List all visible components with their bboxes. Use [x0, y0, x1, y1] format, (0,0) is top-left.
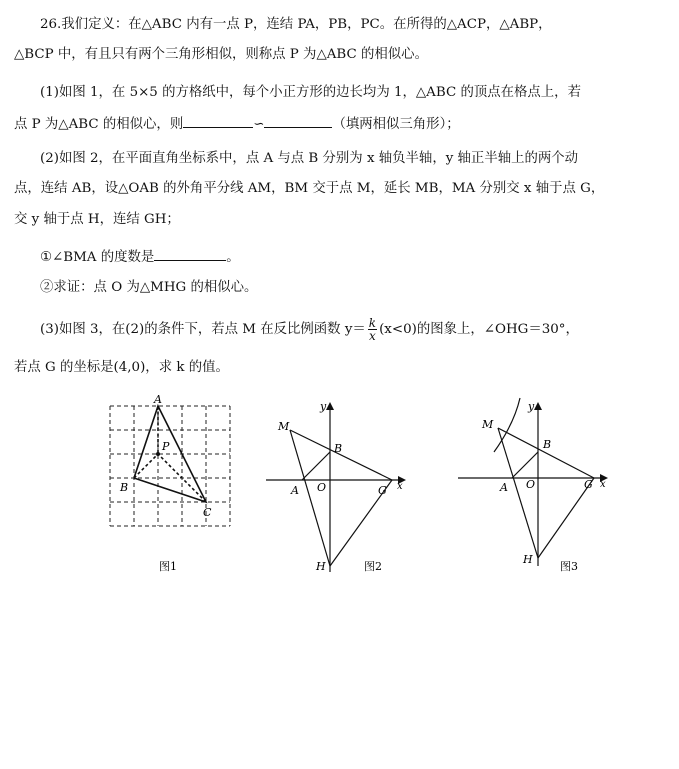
fig2-label-m: M [278, 420, 290, 433]
fig3-label-h: H [523, 553, 533, 566]
fig2-label-g: G [378, 484, 387, 497]
line4-text: 点 P 为△ABC 的相似心，则 [14, 117, 184, 132]
figure-3 [458, 398, 608, 573]
problem-line-9: ②求证：点 O 为△MHG 的相似心。 [40, 280, 258, 295]
fraction-denominator: x [369, 329, 376, 343]
fig2-label-a: A [291, 484, 299, 497]
fig2-y-arrow [326, 402, 334, 410]
problem-line-5: (2)如图 2，在平面直角坐标系中，点 A 与点 B 分别为 x 轴负半轴，y 轴正半轴上的两个动 [40, 151, 579, 166]
problem-line-6: 点，连结 AB，设△OAB 的外角平分线 AM，BM 交于点 M，延长 MB，MA 分别交 x 轴于点 G， [14, 181, 605, 196]
figure-2 [266, 400, 406, 573]
line10-text: (3)如图 3，在(2)的条件下，若点 M 在反比例函数 y＝ [40, 322, 366, 337]
line8-end: 。 [226, 250, 240, 265]
fig3-label-y: y [528, 400, 535, 413]
fig3-label-o: O [526, 478, 536, 491]
fig3-line-ab [512, 452, 538, 478]
fig1-label-p: P [162, 440, 170, 453]
problem-line-3: (1)如图 1，在 5×5 的方格纸中，每个小正方形的边长均为 1，△ABC 的顶点在格点上，若 [40, 85, 581, 100]
fig3-hyperbola-curve [494, 398, 520, 452]
fig3-y-arrow [534, 402, 542, 410]
fig3-label-g: G [584, 478, 593, 491]
fig3-caption: 图3 [560, 560, 578, 573]
fig2-label-h: H [316, 560, 326, 573]
similar-symbol: ∽ [253, 117, 265, 132]
fig2-line-mh [290, 430, 330, 566]
fig1-label-a: A [154, 393, 162, 406]
problem-line-1: 26.我们定义：在△ABC 内有一点 P，连结 PA，PB，PC。在所得的△ACP，△ABP， [40, 17, 552, 32]
figure-1 [110, 393, 230, 573]
point-p [156, 452, 160, 456]
fig3-label-b: B [543, 438, 552, 451]
fig2-label-b: B [334, 442, 343, 455]
fig2-line-mg [290, 430, 392, 480]
problem-line-11: 若点 G 的坐标是(4,0)，求 k 的值。 [14, 360, 229, 375]
fig1-caption: 图1 [159, 560, 177, 573]
line4-note: （填两相似三角形）； [332, 117, 460, 132]
line10-tail: (x<0)的图象上，∠OHG＝30°， [379, 322, 579, 337]
line8-text: ①∠BMA 的度数是 [40, 250, 155, 265]
fig2-label-o: O [317, 481, 327, 494]
fig2-caption: 图2 [364, 560, 382, 573]
fraction-numerator: k [368, 316, 377, 330]
fig3-label-m: M [482, 418, 494, 431]
fig1-label-b: B [120, 481, 129, 494]
fig1-label-c: C [203, 506, 212, 519]
fig2-line-ab [302, 452, 330, 480]
problem-line-2: △BCP 中，有且只有两个三角形相似，则称点 P 为△ABC 的相似心。 [14, 47, 428, 62]
fig2-label-x: x [397, 481, 403, 492]
problem-line-7: 交 y 轴于点 H，连结 GH； [14, 212, 180, 227]
fig2-label-y: y [320, 400, 327, 413]
fig3-label-x: x [600, 479, 606, 490]
fig3-line-mg [498, 428, 594, 478]
fig3-label-a: A [500, 481, 508, 494]
